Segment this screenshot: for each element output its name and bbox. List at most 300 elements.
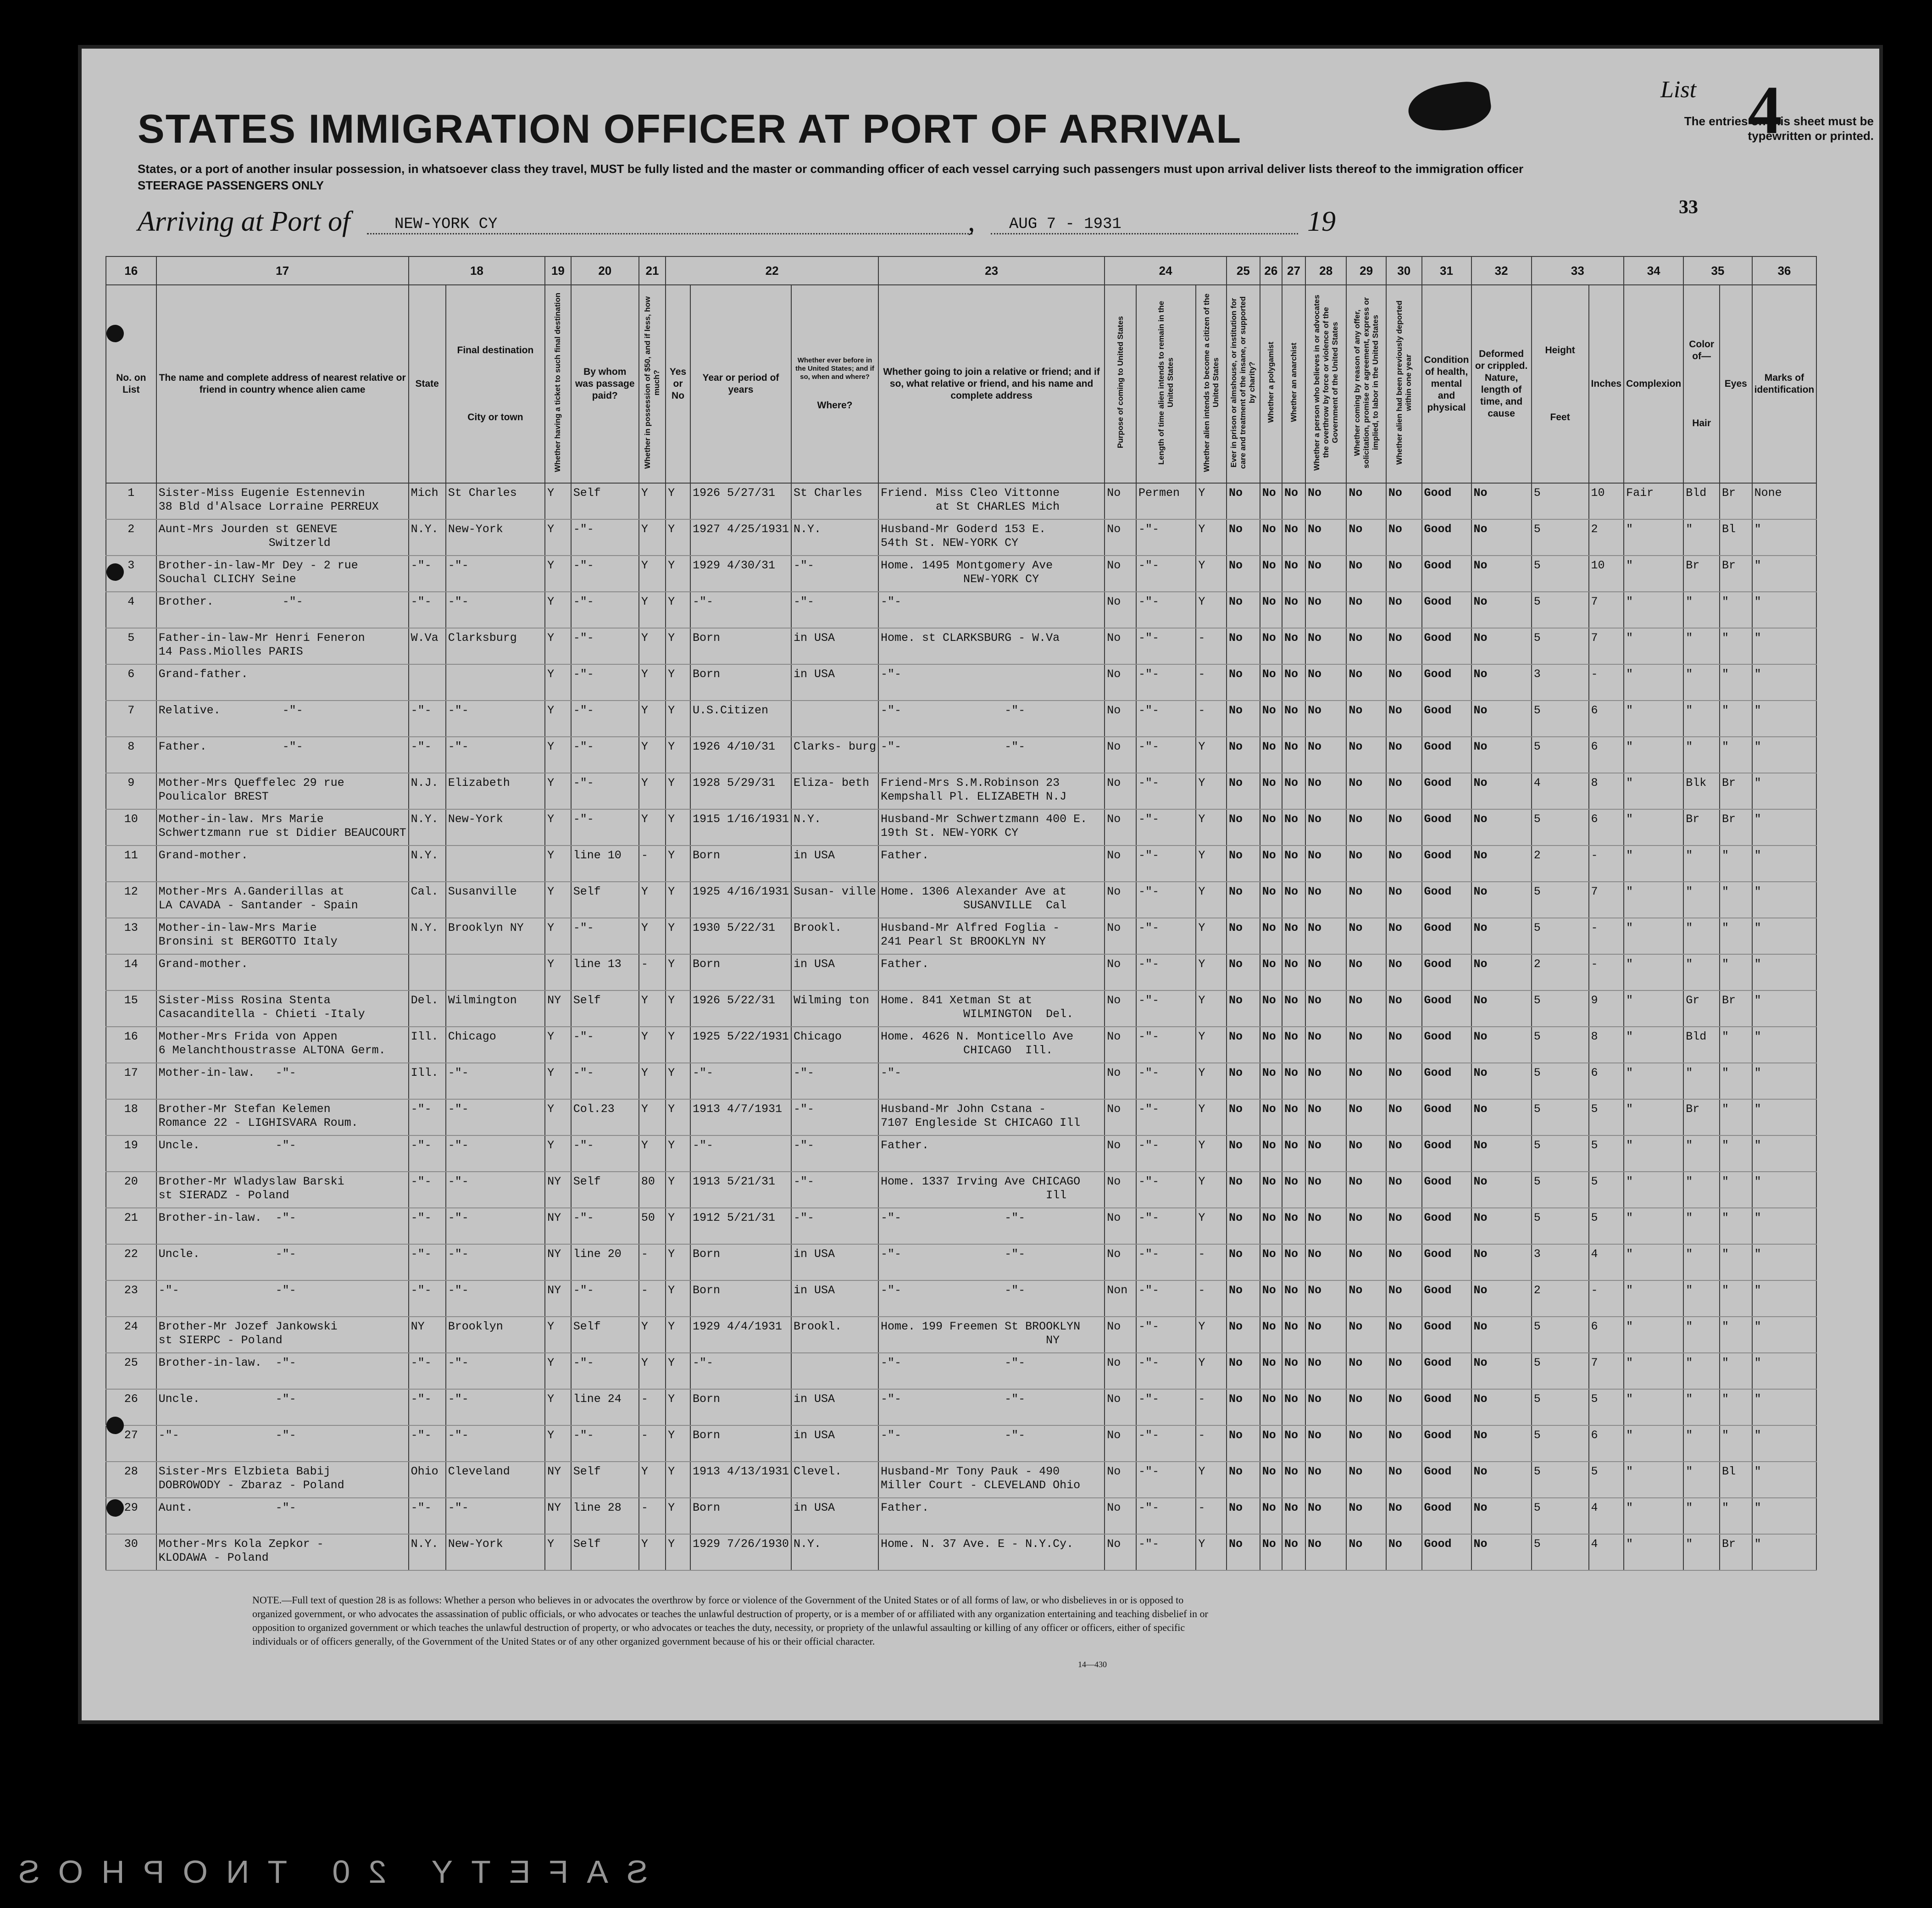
- complexion: ": [1624, 1244, 1683, 1280]
- head-nearest-relative: The name and complete address of nearest relative or friend in country whence alien came: [156, 285, 409, 483]
- nearest-relative: Aunt-Mrs Jourden st GENEVE Switzerld: [156, 519, 409, 556]
- head-joining: Whether going to join a relative or friend; and if so, what relative or friend, and his name and complete address: [878, 285, 1105, 483]
- ticket: NY: [545, 1172, 571, 1208]
- purpose: No: [1105, 1425, 1136, 1462]
- prison: No: [1227, 773, 1260, 809]
- q30: No: [1386, 954, 1422, 990]
- citizen-intent: Y: [1196, 592, 1227, 628]
- marks: ": [1752, 1135, 1817, 1172]
- q30: No: [1386, 1244, 1422, 1280]
- passage-paid: Self: [571, 1462, 639, 1498]
- height-feet: 5: [1532, 918, 1589, 954]
- row-number: 2: [106, 519, 156, 556]
- polygamist: No: [1260, 1027, 1282, 1063]
- length-of-stay: -"-: [1136, 592, 1196, 628]
- complexion: ": [1624, 1462, 1683, 1498]
- purpose: No: [1105, 882, 1136, 918]
- marks: ": [1752, 1534, 1817, 1570]
- height-feet: 5: [1532, 1462, 1589, 1498]
- hair: ": [1683, 592, 1720, 628]
- nearest-relative: Uncle. -"-: [156, 1389, 409, 1425]
- q28: No: [1305, 882, 1346, 918]
- length-of-stay: Permen: [1136, 483, 1196, 519]
- purpose: No: [1105, 556, 1136, 592]
- table-row: [106, 954, 1882, 990]
- polygamist: No: [1260, 990, 1282, 1027]
- col-num: 23: [878, 256, 1105, 285]
- before-where: -"-: [791, 556, 878, 592]
- marks: ": [1752, 918, 1817, 954]
- prison: No: [1227, 1462, 1260, 1498]
- ticket: Y: [545, 664, 571, 701]
- marks: ": [1752, 990, 1817, 1027]
- before-yes-no: Y: [666, 664, 690, 701]
- length-of-stay: -"-: [1136, 773, 1196, 809]
- length-of-stay: -"-: [1136, 1099, 1196, 1135]
- q30: No: [1386, 1462, 1422, 1498]
- eyes: ": [1720, 1244, 1752, 1280]
- prison: No: [1227, 628, 1260, 664]
- ticket: NY: [545, 1498, 571, 1534]
- before-where: in USA: [791, 1389, 878, 1425]
- height-feet: 5: [1532, 1135, 1589, 1172]
- before-year: Born: [690, 1389, 791, 1425]
- before-yes-no: Y: [666, 592, 690, 628]
- eyes: Br: [1720, 556, 1752, 592]
- before-year: 1913 5/21/31: [690, 1172, 791, 1208]
- passage-paid: line 13: [571, 954, 639, 990]
- q28: No: [1305, 1280, 1346, 1317]
- table-row: [106, 1027, 1882, 1063]
- hair: ": [1683, 918, 1720, 954]
- passage-paid: -"-: [571, 1027, 639, 1063]
- manifest-sheet: [78, 45, 1883, 1724]
- q28: No: [1305, 1353, 1346, 1389]
- col-num: 31: [1422, 256, 1471, 285]
- before-year: Born: [690, 846, 791, 882]
- possession-50: Y: [639, 483, 666, 519]
- city: Elizabeth: [446, 773, 545, 809]
- citizen-intent: Y: [1196, 773, 1227, 809]
- marks: ": [1752, 664, 1817, 701]
- nearest-relative: Uncle. -"-: [156, 1135, 409, 1172]
- head-yes-no: Yes or No: [666, 285, 690, 483]
- ticket: Y: [545, 1027, 571, 1063]
- joining-relative: Husband-Mr Tony Pauk - 490 Miller Court - CLEVELAND Ohio: [878, 1462, 1105, 1498]
- ticket: NY: [545, 1244, 571, 1280]
- length-of-stay: -"-: [1136, 990, 1196, 1027]
- q28: No: [1305, 1317, 1346, 1353]
- anarchist: No: [1282, 1389, 1305, 1425]
- table-row: [106, 628, 1882, 664]
- col-num: 22: [666, 256, 878, 285]
- q28: No: [1305, 1063, 1346, 1099]
- head-polygamist-label: Whether a polygamist: [1266, 342, 1275, 423]
- before-yes-no: Y: [666, 1027, 690, 1063]
- purpose: No: [1105, 1353, 1136, 1389]
- before-yes-no: Y: [666, 556, 690, 592]
- hair: ": [1683, 954, 1720, 990]
- head-q29-label: Whether coming by reason of any offer, solicitation, promise or agreement, express or implied, to labor in the United States: [1352, 296, 1380, 468]
- prison: No: [1227, 1498, 1260, 1534]
- height-feet: 2: [1532, 846, 1589, 882]
- citizen-intent: Y: [1196, 1534, 1227, 1570]
- joining-relative: Husband-Mr Alfred Foglia - 241 Pearl St BROOKLYN NY: [878, 918, 1105, 954]
- q29: No: [1346, 592, 1386, 628]
- before-year: -"-: [690, 1063, 791, 1099]
- purpose: No: [1105, 519, 1136, 556]
- height-inches: 2: [1589, 519, 1624, 556]
- q30: No: [1386, 1534, 1422, 1570]
- passage-paid: Self: [571, 990, 639, 1027]
- row-number: 4: [106, 592, 156, 628]
- possession-50: Y: [639, 1353, 666, 1389]
- q28: No: [1305, 954, 1346, 990]
- health: Good: [1422, 1317, 1471, 1353]
- head-anarchist: [1282, 285, 1305, 483]
- height-inches: -: [1589, 918, 1624, 954]
- hair: ": [1683, 1244, 1720, 1280]
- city: St Charles: [446, 483, 545, 519]
- passage-paid: line 24: [571, 1389, 639, 1425]
- purpose: No: [1105, 737, 1136, 773]
- eyes: ": [1720, 1280, 1752, 1317]
- q28: No: [1305, 773, 1346, 809]
- page-number: 33: [1679, 197, 1698, 218]
- deformed: No: [1471, 556, 1532, 592]
- height-feet: 5: [1532, 592, 1589, 628]
- deformed: No: [1471, 1135, 1532, 1172]
- polygamist: No: [1260, 628, 1282, 664]
- prison: No: [1227, 1353, 1260, 1389]
- hair: ": [1683, 1534, 1720, 1570]
- complexion: ": [1624, 1135, 1683, 1172]
- eyes: ": [1720, 1027, 1752, 1063]
- city: Brooklyn NY: [446, 918, 545, 954]
- q29: No: [1346, 1208, 1386, 1244]
- q30: No: [1386, 1027, 1422, 1063]
- joining-relative: Home. 841 Xetman St at WILMINGTON Del.: [878, 990, 1105, 1027]
- passage-paid: -"-: [571, 1135, 639, 1172]
- health: Good: [1422, 954, 1471, 990]
- passage-paid: -"-: [571, 1425, 639, 1462]
- col-num: 36: [1752, 256, 1817, 285]
- polygamist: No: [1260, 1462, 1282, 1498]
- q29: No: [1346, 1027, 1386, 1063]
- purpose: No: [1105, 990, 1136, 1027]
- form-subtitle: [138, 161, 1651, 194]
- passage-paid: -"-: [571, 519, 639, 556]
- possession-50: Y: [639, 990, 666, 1027]
- nearest-relative: Father-in-law-Mr Henri Feneron 14 Pass.Miolles PARIS: [156, 628, 409, 664]
- anarchist: No: [1282, 1534, 1305, 1570]
- q28: No: [1305, 1135, 1346, 1172]
- ticket: Y: [545, 519, 571, 556]
- hair: Blk: [1683, 773, 1720, 809]
- q30: No: [1386, 628, 1422, 664]
- marks: ": [1752, 1099, 1817, 1135]
- manifest-table: [105, 256, 1883, 1571]
- q28: No: [1305, 701, 1346, 737]
- height-inches: 7: [1589, 1353, 1624, 1389]
- manifest-body: [106, 483, 1882, 1570]
- state: -"-: [409, 1099, 446, 1135]
- state: Ill.: [409, 1063, 446, 1099]
- head-citizen-label: Whether alien intends to become a citizen of the United States: [1202, 293, 1220, 472]
- deformed: No: [1471, 737, 1532, 773]
- table-row: [106, 1172, 1882, 1208]
- complexion: ": [1624, 918, 1683, 954]
- height-feet: 5: [1532, 1389, 1589, 1425]
- health: Good: [1422, 1534, 1471, 1570]
- prison: No: [1227, 954, 1260, 990]
- deformed: No: [1471, 592, 1532, 628]
- eyes: ": [1720, 592, 1752, 628]
- eyes: ": [1720, 954, 1752, 990]
- health: Good: [1422, 809, 1471, 846]
- before-year: Born: [690, 1498, 791, 1534]
- ticket: Y: [545, 918, 571, 954]
- complexion: ": [1624, 1063, 1683, 1099]
- hair: ": [1683, 1317, 1720, 1353]
- head-color-label: Color of—: [1689, 339, 1715, 362]
- city: New-York: [446, 519, 545, 556]
- q29: No: [1346, 556, 1386, 592]
- citizen-intent: Y: [1196, 1462, 1227, 1498]
- col-num: 24: [1105, 256, 1227, 285]
- before-year: 1925 5/22/1931: [690, 1027, 791, 1063]
- ticket: Y: [545, 809, 571, 846]
- row-number: 11: [106, 846, 156, 882]
- film-edge-text: SAFETY 20 TNOPHOS: [0, 1854, 648, 1890]
- passage-paid: Self: [571, 882, 639, 918]
- marks: ": [1752, 1172, 1817, 1208]
- q30: No: [1386, 592, 1422, 628]
- citizen-intent: Y: [1196, 846, 1227, 882]
- height-inches: 5: [1589, 1462, 1624, 1498]
- length-of-stay: -"-: [1136, 1317, 1196, 1353]
- polygamist: No: [1260, 1389, 1282, 1425]
- head-feet-label: Feet: [1550, 412, 1570, 423]
- head-q30-label: Whether alien had been previously deported within one year: [1394, 300, 1413, 465]
- height-inches: -: [1589, 954, 1624, 990]
- anarchist: No: [1282, 846, 1305, 882]
- ticket: Y: [545, 1063, 571, 1099]
- possession-50: Y: [639, 556, 666, 592]
- q30: No: [1386, 1425, 1422, 1462]
- row-number: 3: [106, 556, 156, 592]
- head-marks: Marks of identification: [1752, 285, 1817, 483]
- nearest-relative: Mother-in-law. Mrs Marie Schwertzmann rue st Didier BEAUCOURT: [156, 809, 409, 846]
- complexion: ": [1624, 882, 1683, 918]
- ticket: NY: [545, 1280, 571, 1317]
- length-of-stay: -"-: [1136, 1208, 1196, 1244]
- anarchist: No: [1282, 519, 1305, 556]
- table-row: [106, 1317, 1882, 1353]
- city: -"-: [446, 701, 545, 737]
- column-heading-row: [106, 285, 1882, 483]
- deformed: No: [1471, 990, 1532, 1027]
- deformed: No: [1471, 1244, 1532, 1280]
- head-length-label: Length of time alien intends to remain in the United States: [1157, 300, 1175, 465]
- city: [446, 846, 545, 882]
- height-feet: 5: [1532, 1317, 1589, 1353]
- ticket: Y: [545, 954, 571, 990]
- city: -"-: [446, 1280, 545, 1317]
- complexion: ": [1624, 1498, 1683, 1534]
- q29: No: [1346, 954, 1386, 990]
- anarchist: No: [1282, 1099, 1305, 1135]
- height-inches: 7: [1589, 592, 1624, 628]
- health: Good: [1422, 1425, 1471, 1462]
- hair: ": [1683, 1425, 1720, 1462]
- health: Good: [1422, 1498, 1471, 1534]
- table-row: [106, 990, 1882, 1027]
- height-feet: 2: [1532, 954, 1589, 990]
- before-where: in USA: [791, 628, 878, 664]
- passage-paid: -"-: [571, 1280, 639, 1317]
- anarchist: No: [1282, 628, 1305, 664]
- before-yes-no: Y: [666, 1208, 690, 1244]
- joining-relative: Father.: [878, 1498, 1105, 1534]
- eyes: ": [1720, 1172, 1752, 1208]
- possession-50: Y: [639, 519, 666, 556]
- prison: No: [1227, 1425, 1260, 1462]
- eyes: Br: [1720, 809, 1752, 846]
- anarchist: No: [1282, 1135, 1305, 1172]
- anarchist: No: [1282, 1208, 1305, 1244]
- nearest-relative: Brother-Mr Stefan Kelemen Romance 22 - LIGHISVARA Roum.: [156, 1099, 409, 1135]
- length-of-stay: -"-: [1136, 1280, 1196, 1317]
- column-number-row: [106, 256, 1882, 285]
- marks: ": [1752, 519, 1817, 556]
- passage-paid: Self: [571, 1172, 639, 1208]
- height-inches: -: [1589, 1280, 1624, 1317]
- height-inches: 6: [1589, 737, 1624, 773]
- polygamist: No: [1260, 1135, 1282, 1172]
- hair: Br: [1683, 1099, 1720, 1135]
- q28: No: [1305, 1389, 1346, 1425]
- health: Good: [1422, 918, 1471, 954]
- marks: None: [1752, 483, 1817, 519]
- health: Good: [1422, 1099, 1471, 1135]
- before-year: 1915 1/16/1931: [690, 809, 791, 846]
- height-inches: 10: [1589, 483, 1624, 519]
- height-inches: 5: [1589, 1208, 1624, 1244]
- eyes: ": [1720, 1208, 1752, 1244]
- height-inches: -: [1589, 664, 1624, 701]
- before-where: -"-: [791, 1099, 878, 1135]
- year-prefix: 19: [1307, 206, 1336, 237]
- marks: ": [1752, 1425, 1817, 1462]
- purpose: No: [1105, 809, 1136, 846]
- city: -"-: [446, 1172, 545, 1208]
- purpose: No: [1105, 918, 1136, 954]
- passage-paid: line 10: [571, 846, 639, 882]
- joining-relative: Friend-Mrs S.M.Robinson 23 Kempshall Pl. ELIZABETH N.J: [878, 773, 1105, 809]
- before-where: in USA: [791, 1244, 878, 1280]
- state: -"-: [409, 1172, 446, 1208]
- health: Good: [1422, 1389, 1471, 1425]
- length-of-stay: -"-: [1136, 1027, 1196, 1063]
- head-q28-label: Whether a person who believes in or advocates the overthrow by force or violence of the Government of the United States: [1312, 294, 1339, 471]
- nearest-relative: Grand-father.: [156, 664, 409, 701]
- col-num: 21: [639, 256, 666, 285]
- nearest-relative: Relative. -"-: [156, 701, 409, 737]
- height-inches: 4: [1589, 1244, 1624, 1280]
- health: Good: [1422, 773, 1471, 809]
- passage-paid: -"-: [571, 918, 639, 954]
- purpose: No: [1105, 1063, 1136, 1099]
- eyes: ": [1720, 737, 1752, 773]
- length-of-stay: -"-: [1136, 1534, 1196, 1570]
- length-of-stay: -"-: [1136, 954, 1196, 990]
- marks: ": [1752, 556, 1817, 592]
- ticket: Y: [545, 592, 571, 628]
- col-num: 16: [106, 256, 156, 285]
- before-year: -"-: [690, 1135, 791, 1172]
- state: -"-: [409, 1208, 446, 1244]
- polygamist: No: [1260, 592, 1282, 628]
- q30: No: [1386, 1353, 1422, 1389]
- joining-relative: Home. 4626 N. Monticello Ave CHICAGO Ill.: [878, 1027, 1105, 1063]
- height-feet: 5: [1532, 1425, 1589, 1462]
- nearest-relative: Sister-Miss Eugenie Estennevin 38 Bld d'Alsace Lorraine PERREUX: [156, 483, 409, 519]
- head-q30: [1386, 285, 1422, 483]
- city: -"-: [446, 1063, 545, 1099]
- before-yes-no: Y: [666, 1063, 690, 1099]
- before-where: in USA: [791, 1425, 878, 1462]
- before-yes-no: Y: [666, 1172, 690, 1208]
- list-number: 4: [1748, 72, 1782, 148]
- nearest-relative: Mother-Mrs Queffelec 29 rue Poulicalor BREST: [156, 773, 409, 809]
- deformed: No: [1471, 483, 1532, 519]
- state: -"-: [409, 592, 446, 628]
- nearest-relative: Mother-Mrs Frida von Appen 6 Melanchthoustrasse ALTONA Germ.: [156, 1027, 409, 1063]
- city: -"-: [446, 1389, 545, 1425]
- before-where: Susan- ville: [791, 882, 878, 918]
- health: Good: [1422, 1462, 1471, 1498]
- q29: No: [1346, 1534, 1386, 1570]
- height-feet: 5: [1532, 1208, 1589, 1244]
- q29: No: [1346, 1498, 1386, 1534]
- joining-relative: Husband-Mr Goderd 153 E. 54th St. NEW-YORK CY: [878, 519, 1105, 556]
- q30: No: [1386, 1208, 1422, 1244]
- deformed: No: [1471, 1389, 1532, 1425]
- q29: No: [1346, 918, 1386, 954]
- q28: No: [1305, 628, 1346, 664]
- before-where: Eliza- beth: [791, 773, 878, 809]
- before-where: Wilming ton: [791, 990, 878, 1027]
- citizen-intent: -: [1196, 701, 1227, 737]
- purpose: No: [1105, 1027, 1136, 1063]
- before-where: -"-: [791, 1063, 878, 1099]
- q28: No: [1305, 664, 1346, 701]
- eyes: ": [1720, 664, 1752, 701]
- q28: No: [1305, 846, 1346, 882]
- head-ticket-label: Whether having a ticket to such final destination: [553, 292, 562, 473]
- before-year: 1913 4/7/1931: [690, 1099, 791, 1135]
- city: New-York: [446, 809, 545, 846]
- state: N.J.: [409, 773, 446, 809]
- citizen-intent: -: [1196, 1498, 1227, 1534]
- col-num: 18: [409, 256, 545, 285]
- prison: No: [1227, 1135, 1260, 1172]
- joining-relative: -"- -"-: [878, 1280, 1105, 1317]
- passage-paid: -"-: [571, 1353, 639, 1389]
- nearest-relative: Sister-Miss Rosina Stenta Casacanditella - Chieti -Italy: [156, 990, 409, 1027]
- citizen-intent: -: [1196, 1389, 1227, 1425]
